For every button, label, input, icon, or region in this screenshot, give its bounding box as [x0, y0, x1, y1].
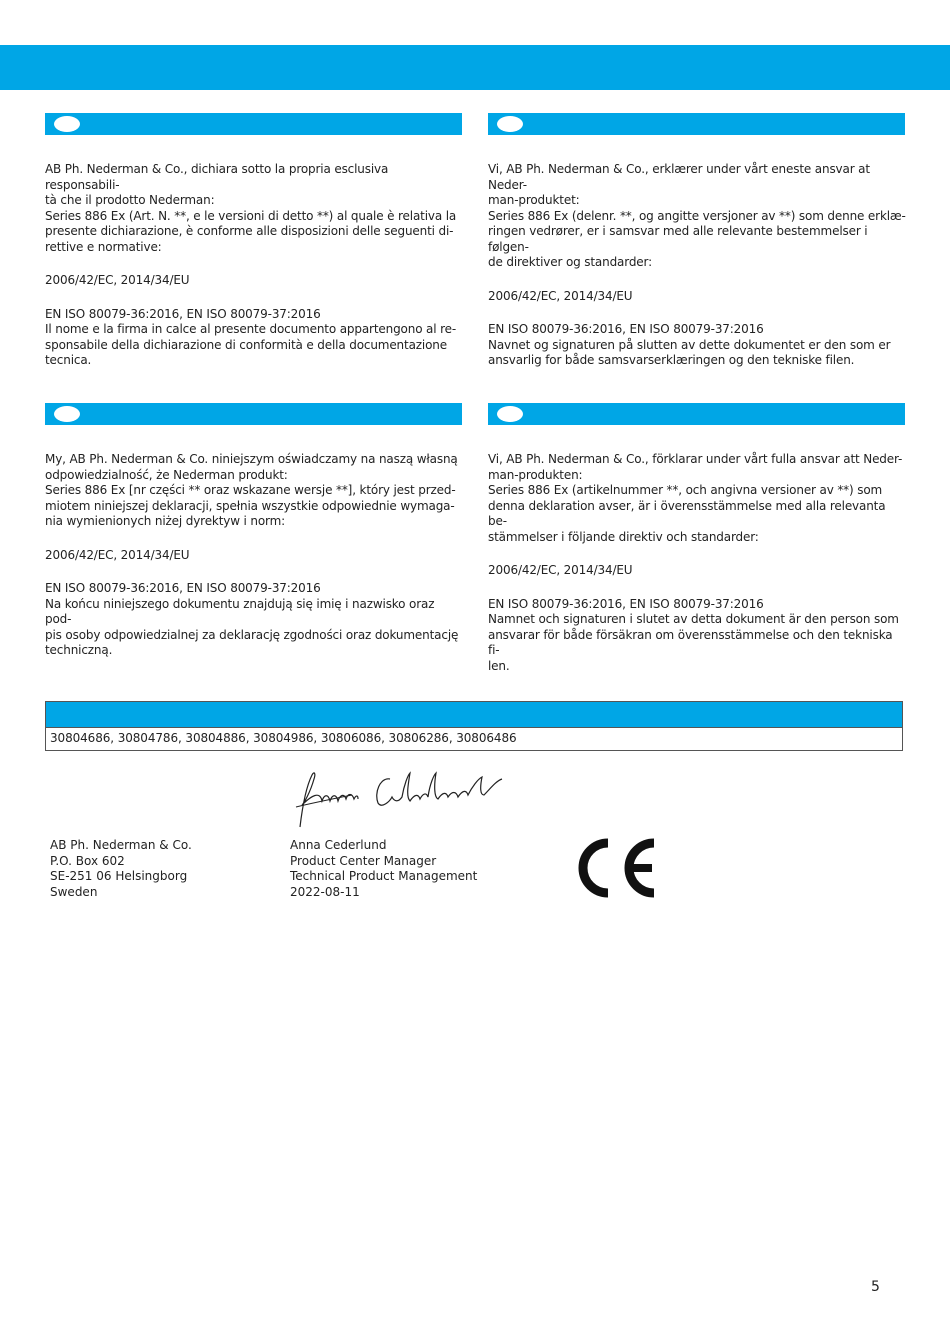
- signature-image: [292, 765, 512, 835]
- section-text-it: [45, 162, 463, 387]
- company-address: AB Ph. Nederman & Co. P.O. Box 602 SE-251 06 Helsingborg Sweden: [50, 838, 192, 899]
- section-bar-sv: [488, 403, 905, 425]
- language-flag-icon: [54, 116, 80, 132]
- ce-mark-icon: [572, 838, 658, 898]
- standards-paragraph: EN ISO 80079-36:2016, EN ISO 80079-37:2016 Navnet og signaturen på slutten av dette dokumentet er den som er ansvarlig for både samsvarserklæringen og den tekniske filen.: [488, 322, 891, 367]
- section-text-sv: [488, 452, 906, 692]
- part-numbers-table: [45, 701, 903, 751]
- language-flag-icon: [497, 116, 523, 132]
- directives-paragraph: 2006/42/EC, 2014/34/EU: [488, 563, 633, 577]
- section-bar-it: [45, 113, 462, 135]
- standards-paragraph: EN ISO 80079-36:2016, EN ISO 80079-37:2016 Na końcu niniejszego dokumentu znajdują się imię i nazwisko oraz pod- pis osoby odpowiedzialnej za deklarację zgodności oraz dokumentację techniczną.: [45, 581, 459, 657]
- signer-details: Anna Cederlund Product Center Manager Technical Product Management 2022-08-11: [290, 838, 478, 899]
- part-numbers-value: 30804686, 30804786, 30804886, 30804986, 30806086, 30806286, 30806486: [50, 731, 517, 745]
- section-text-pl: [45, 452, 463, 677]
- page-number: 5: [871, 1279, 880, 1295]
- header-band: [0, 45, 950, 90]
- part-numbers-header: [46, 702, 902, 728]
- directives-paragraph: 2006/42/EC, 2014/34/EU: [488, 288, 633, 303]
- directives-paragraph: 2006/42/EC, 2014/34/EU: [45, 547, 190, 562]
- standards-paragraph: EN ISO 80079-36:2016, EN ISO 80079-37:2016 Il nome e la firma in calce al presente documento appartengono al re- sponsabile della dichiarazione di conformità e della documentazione tecnica.: [45, 306, 457, 367]
- declaration-paragraph: Vi, AB Ph. Nederman & Co., förklarar under vårt fulla ansvar att Neder- man-produkten: Series 886 Ex (artikelnummer **, och angivna versioner av **) som denna deklaration avser, är i överensstämmelse med alla relevanta be- stämmelser i följande direktiv och standarder:: [488, 452, 903, 544]
- declaration-paragraph: My, AB Ph. Nederman & Co. niniejszym oświadczamy na naszą własną odpowiedzialność, że Nederman produkt: Series 886 Ex [nr części ** oraz wskazane wersje **], który jest przed- miotem niniejszej deklaracji, spełnia wszystkie odpowiednie wymaga- nia wymienionych niżej dyrektyw i norm:: [45, 452, 458, 528]
- declaration-paragraph: Vi, AB Ph. Nederman & Co., erklærer under vårt eneste ansvar at Neder- man-produktet: Series 886 Ex (delenr. **, og angitte versjoner av **) som denne erklæ- ringen vedrører, er i samsvar med alle relevante bestemmelser i følgen- de direktiver og standarder:: [488, 162, 906, 269]
- language-flag-icon: [54, 406, 80, 422]
- language-flag-icon: [497, 406, 523, 422]
- standards-paragraph: EN ISO 80079-36:2016, EN ISO 80079-37:2016 Namnet och signaturen i slutet av detta dokument är den person som ansvarar för både försäkran om överensstämmelse och den tekniska fi- len.: [488, 596, 899, 673]
- section-bar-no: [488, 113, 905, 135]
- declaration-paragraph: AB Ph. Nederman & Co., dichiara sotto la propria esclusiva responsabili- tà che il prodotto Nederman: Series 886 Ex (Art. N. **, e le versioni di detto **) al quale è relativa la presente dichiarazione, è conforme alle disposizioni delle seguenti di- rettive e normative:: [45, 162, 457, 254]
- section-bar-pl: [45, 403, 462, 425]
- section-text-no: [488, 162, 906, 387]
- directives-paragraph: 2006/42/EC, 2014/34/EU: [45, 273, 190, 287]
